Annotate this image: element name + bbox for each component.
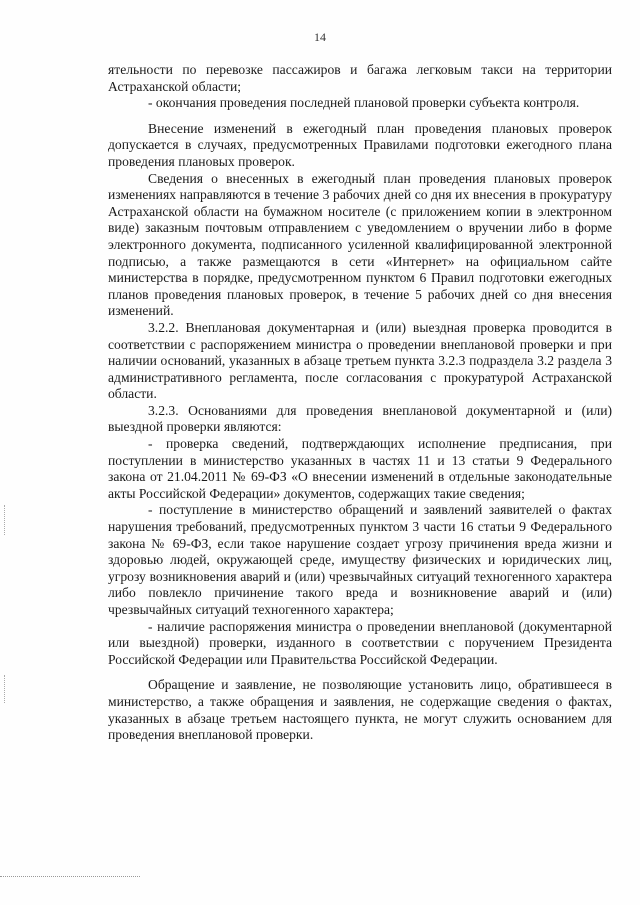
- paragraph-clause-3-2-2: 3.2.2. Внеплановая документарная и (или) выездная проверка проводится в соответствии с распоряжением министра о проведении внеплановой проверки и при наличии оснований, указанных в абзаце третьем пункта 3.2.3 подраздела 3.2 раздела 3 административного регламента, после согласования с прокуратурой Астраханской области.: [108, 319, 612, 402]
- paragraph: Сведения о внесенных в ежегодный план проведения плановых проверок изменениях направляются в течение 3 рабочих дней со дня их внесения в прокуратуру Астраханской области на бумажном носителе (с приложением копии в электронном виде) заказным почтовым отправлением с уведомлением о вручении либо в форме электронного документа, подписанного усиленной квалифицированной электронной подписью, а также размещаются в сети «Интернет» на официальном сайте министерства в порядке, предусмотренном пунктом 6 Правил подготовки ежегодных планов проведения плановых проверок, в течение 5 рабочих дней со дня внесения изменений.: [108, 170, 612, 319]
- paragraph-clause-3-2-3: 3.2.3. Основаниями для проведения внеплановой документарной и (или) выездной проверки являются:: [108, 402, 612, 435]
- scan-edge-dots: [0, 876, 140, 877]
- paragraph-list-item: - наличие распоряжения министра о проведении внеплановой (документарной или выездной) проверки, изданного в соответствии с поручением Президента Российской Федерации или Правительства Российской Федерации.: [108, 618, 612, 667]
- paragraph-list-item: - окончания проведения последней плановой проверки субъекта контроля.: [148, 95, 580, 111]
- paragraph-list-item: - проверка сведений, подтверждающих исполнение предписания, при поступлении в министерство указанных в частях 11 и 13 статьи 9 Федерального закона от 21.04.2011 № 69-ФЗ «О внесении изменений в отдельные законодательные акты Российской Федерации» документов, содержащих такие сведения;: [108, 436, 612, 501]
- paragraph-continuation: ятельности по перевозке пассажиров и багажа легковым такси на территории Астраханской области;: [108, 62, 612, 94]
- document-body: [108, 62, 612, 744]
- paragraph: Внесение изменений в ежегодный план проведения плановых проверок допускается в случаях, предусмотренных Правилами подготовки ежегодного плана проведения плановых проверок.: [108, 120, 612, 169]
- scan-margin-mark: [4, 675, 6, 703]
- paragraph: Обращение и заявление, не позволяющие установить лицо, обратившееся в министерство, а также обращения и заявления, не содержащие сведения о фактах, указанных в абзаце третьем настоящего пункта, не могут служить основанием для проведения внеплановой проверки.: [108, 677, 612, 743]
- scan-margin-mark: [4, 505, 6, 535]
- paragraph-list-item: - поступление в министерство обращений и заявлений заявителей о фактах нарушения требований, предусмотренных пунктом 3 части 16 статьи 9 Федерального закона № 69-ФЗ, если такое нарушение создает угрозу причинения вреда жизни и здоровью людей, окружающей среде, имуществу физических и юридических лиц, угрозу возникновения аварий и (или) чрезвычайных ситуаций техногенного характера либо повлекло причинение такого вреда и возникновение аварий и (или) чрезвычайных ситуаций техногенного характера;: [108, 502, 612, 617]
- page-number: 14: [314, 30, 326, 44]
